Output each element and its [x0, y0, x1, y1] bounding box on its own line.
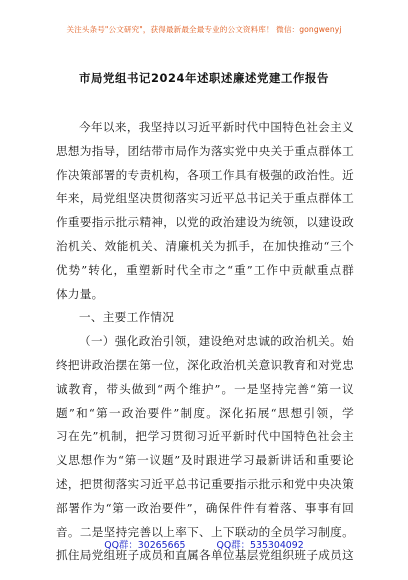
document-body — [56, 116, 354, 568]
body-line: 今年以来，我坚持以习近平新时代中国特色社会主义 — [79, 120, 354, 134]
body-line: 抓住局党组班子成员和直属各单位基层党组织班子成员这 — [56, 548, 354, 563]
qq-group-2: QQ群：535304092 — [216, 540, 304, 551]
body-line: 体力量。 — [56, 286, 104, 301]
document-title: 市局党组书记2024年述职述廉述党建工作报告 — [79, 71, 329, 85]
body-line: 义思想作为“第一议题”及时跟进学习最新讲话和重要论 — [56, 453, 354, 468]
body-line: 作重要指示批示精神，以党的政治建设为统领，以建设政 — [56, 215, 354, 230]
body-line: 终把讲政治摆在第一位，深化政治机关意识教育和对党忠 — [56, 357, 354, 372]
body-line: 习在先”机制，把学习贯彻习近平新时代中国特色社会主 — [56, 429, 354, 444]
section-heading: 一、主要工作情况 — [79, 310, 175, 325]
body-line: 诚教育，带头做到“两个维护”。一是坚持完善“第一议 — [56, 381, 354, 396]
promo-footer — [0, 537, 408, 551]
body-line: 述，把贯彻落实习近平总书记重要指示批示和党中央决策 — [56, 476, 354, 491]
body-line: 年来，局党组坚决贯彻落实习近平总书记关于重点群体工 — [56, 191, 354, 206]
qq-group-1: QQ群：30265665 — [104, 540, 186, 551]
subsection-heading-line: （一）强化政治引领，建设绝对忠诚的政治机关。始 — [79, 334, 354, 349]
promo-header: 关注头条号"公文研究"，获得最新最全最专业的公文资料库！ 微信：gongwenyj — [66, 25, 342, 34]
body-line: 思想为指导，团结带市局作为落实党中央关于重点群体工 — [56, 143, 354, 158]
body-line: 作决策部署的专责机构，各项工作具有极强的政治性。近 — [56, 167, 354, 182]
body-line: 部署作为“第一政治要件”，确保件件有着落、事事有回 — [56, 500, 354, 515]
body-line: 音。二是坚持完善以上率下、上下联动的全员学习制度。 — [56, 524, 354, 539]
body-line: 题”和“第一政治要件”制度。深化拓展“思想引领，学 — [56, 405, 354, 420]
body-line: 治机关、效能机关、清廉机关为抓手，在加快推动“三个 — [56, 238, 354, 253]
body-line: 优势”转化，重塑新时代全市之“重”工作中贡献重点群 — [56, 262, 354, 277]
